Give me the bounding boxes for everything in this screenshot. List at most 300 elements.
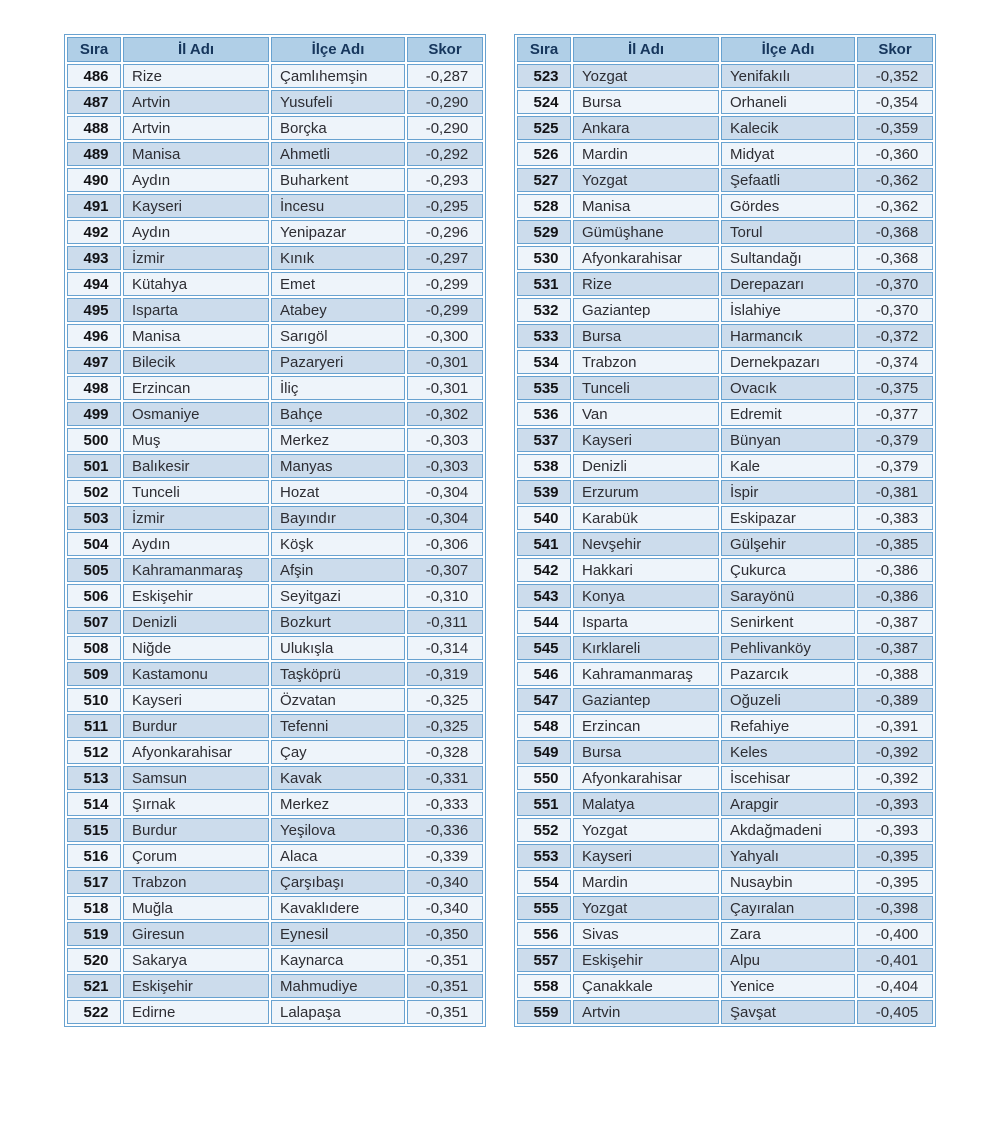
table-row	[67, 870, 483, 894]
table-row	[67, 194, 483, 218]
table-row	[517, 298, 933, 322]
score-cell: -0,310	[407, 584, 483, 608]
score-cell: -0,395	[857, 870, 933, 894]
province-cell: Kahramanmaraş	[573, 662, 719, 686]
rank-cell: 554	[517, 870, 571, 894]
table-row	[517, 922, 933, 946]
table-row	[67, 90, 483, 114]
rank-cell: 509	[67, 662, 121, 686]
province-cell: Tunceli	[573, 376, 719, 400]
province-cell: Malatya	[573, 792, 719, 816]
district-cell: İscehisar	[721, 766, 855, 790]
table-row	[517, 636, 933, 660]
table-row	[517, 90, 933, 114]
rank-cell: 530	[517, 246, 571, 270]
district-cell: Sarıgöl	[271, 324, 405, 348]
table-row	[517, 194, 933, 218]
rank-cell: 535	[517, 376, 571, 400]
col-header-skor: Skor	[857, 37, 933, 62]
district-cell: Gülşehir	[721, 532, 855, 556]
district-cell: Nusaybin	[721, 870, 855, 894]
rank-cell: 541	[517, 532, 571, 556]
score-cell: -0,336	[407, 818, 483, 842]
province-cell: Afyonkarahisar	[573, 246, 719, 270]
district-cell: Sultandağı	[721, 246, 855, 270]
district-cell: Kavaklıdere	[271, 896, 405, 920]
rank-cell: 502	[67, 480, 121, 504]
ranking-table-left	[64, 34, 486, 1027]
rank-cell: 532	[517, 298, 571, 322]
province-cell: Burdur	[123, 818, 269, 842]
rank-cell: 501	[67, 454, 121, 478]
rank-cell: 491	[67, 194, 121, 218]
score-cell: -0,350	[407, 922, 483, 946]
score-cell: -0,352	[857, 64, 933, 88]
table-row	[517, 688, 933, 712]
table-row	[517, 844, 933, 868]
table-row	[67, 948, 483, 972]
district-cell: Refahiye	[721, 714, 855, 738]
rank-cell: 524	[517, 90, 571, 114]
district-cell: Kalecik	[721, 116, 855, 140]
rank-cell: 537	[517, 428, 571, 452]
province-cell: Kayseri	[123, 194, 269, 218]
table-row	[67, 818, 483, 842]
score-cell: -0,351	[407, 948, 483, 972]
table-row	[517, 116, 933, 140]
table-row	[67, 168, 483, 192]
col-header-il-adi: İl Adı	[573, 37, 719, 62]
rank-cell: 489	[67, 142, 121, 166]
rank-cell: 516	[67, 844, 121, 868]
province-cell: Rize	[573, 272, 719, 296]
rank-cell: 523	[517, 64, 571, 88]
score-cell: -0,301	[407, 350, 483, 374]
rank-cell: 505	[67, 558, 121, 582]
table-row	[67, 324, 483, 348]
score-cell: -0,314	[407, 636, 483, 660]
rank-cell: 488	[67, 116, 121, 140]
province-cell: Kayseri	[573, 844, 719, 868]
rank-cell: 546	[517, 662, 571, 686]
district-cell: Derepazarı	[721, 272, 855, 296]
table-row	[67, 714, 483, 738]
district-cell: Çamlıhemşin	[271, 64, 405, 88]
score-cell: -0,300	[407, 324, 483, 348]
province-cell: Karabük	[573, 506, 719, 530]
rank-cell: 492	[67, 220, 121, 244]
table-row	[517, 662, 933, 686]
table-row	[67, 454, 483, 478]
score-cell: -0,386	[857, 558, 933, 582]
province-cell: Yozgat	[573, 64, 719, 88]
rank-cell: 550	[517, 766, 571, 790]
province-cell: Ankara	[573, 116, 719, 140]
ranking-table-right	[514, 34, 936, 1027]
district-cell: Torul	[721, 220, 855, 244]
rank-cell: 528	[517, 194, 571, 218]
table-row	[67, 376, 483, 400]
rank-cell: 534	[517, 350, 571, 374]
province-cell: Isparta	[123, 298, 269, 322]
table-row	[517, 714, 933, 738]
score-cell: -0,328	[407, 740, 483, 764]
rank-cell: 521	[67, 974, 121, 998]
district-cell: Şefaatli	[721, 168, 855, 192]
score-cell: -0,331	[407, 766, 483, 790]
district-cell: Kavak	[271, 766, 405, 790]
province-cell: Gaziantep	[573, 298, 719, 322]
table-row	[517, 64, 933, 88]
rank-cell: 504	[67, 532, 121, 556]
district-cell: Keles	[721, 740, 855, 764]
district-cell: Kaynarca	[271, 948, 405, 972]
province-cell: Manisa	[123, 324, 269, 348]
province-cell: Eskişehir	[123, 584, 269, 608]
province-cell: Mardin	[573, 142, 719, 166]
table-row	[517, 584, 933, 608]
rank-cell: 544	[517, 610, 571, 634]
rank-cell: 558	[517, 974, 571, 998]
province-cell: Muğla	[123, 896, 269, 920]
score-cell: -0,392	[857, 740, 933, 764]
table-row	[517, 402, 933, 426]
province-cell: Kütahya	[123, 272, 269, 296]
score-cell: -0,319	[407, 662, 483, 686]
col-header-skor: Skor	[407, 37, 483, 62]
score-cell: -0,387	[857, 610, 933, 634]
rank-cell: 514	[67, 792, 121, 816]
rank-cell: 511	[67, 714, 121, 738]
province-cell: Manisa	[123, 142, 269, 166]
score-cell: -0,295	[407, 194, 483, 218]
score-cell: -0,387	[857, 636, 933, 660]
district-cell: Kale	[721, 454, 855, 478]
province-cell: Afyonkarahisar	[573, 766, 719, 790]
score-cell: -0,325	[407, 714, 483, 738]
district-cell: Yenice	[721, 974, 855, 998]
rank-cell: 529	[517, 220, 571, 244]
rank-cell: 536	[517, 402, 571, 426]
district-cell: Yenifakılı	[721, 64, 855, 88]
rank-cell: 548	[517, 714, 571, 738]
rank-cell: 557	[517, 948, 571, 972]
district-cell: Eskipazar	[721, 506, 855, 530]
district-cell: Mahmudiye	[271, 974, 405, 998]
province-cell: Konya	[573, 584, 719, 608]
district-cell: Alpu	[721, 948, 855, 972]
province-cell: Bursa	[573, 90, 719, 114]
district-cell: Yeşilova	[271, 818, 405, 842]
district-cell: Seyitgazi	[271, 584, 405, 608]
rank-cell: 538	[517, 454, 571, 478]
col-header-ilce-adi: İlçe Adı	[271, 37, 405, 62]
table-header-row	[517, 37, 933, 62]
score-cell: -0,368	[857, 220, 933, 244]
table-row	[67, 662, 483, 686]
province-cell: Aydın	[123, 168, 269, 192]
province-cell: Osmaniye	[123, 402, 269, 426]
table-row	[67, 272, 483, 296]
col-header-il-adi: İl Adı	[123, 37, 269, 62]
province-cell: Yozgat	[573, 896, 719, 920]
score-cell: -0,379	[857, 454, 933, 478]
district-cell: İslahiye	[721, 298, 855, 322]
table-row	[517, 376, 933, 400]
province-cell: Erzincan	[573, 714, 719, 738]
table-row	[67, 610, 483, 634]
province-cell: Muş	[123, 428, 269, 452]
province-cell: Niğde	[123, 636, 269, 660]
score-cell: -0,311	[407, 610, 483, 634]
table-row	[517, 480, 933, 504]
rank-cell: 522	[67, 1000, 121, 1024]
district-cell: Çukurca	[721, 558, 855, 582]
col-header-ilce-adi: İlçe Adı	[721, 37, 855, 62]
rank-cell: 495	[67, 298, 121, 322]
district-cell: Edremit	[721, 402, 855, 426]
score-cell: -0,393	[857, 818, 933, 842]
table-row	[67, 558, 483, 582]
rank-cell: 556	[517, 922, 571, 946]
table-row	[517, 220, 933, 244]
table-row	[67, 740, 483, 764]
province-cell: Afyonkarahisar	[123, 740, 269, 764]
district-cell: Bayındır	[271, 506, 405, 530]
province-cell: Sivas	[573, 922, 719, 946]
col-header-sira: Sıra	[517, 37, 571, 62]
rank-cell: 490	[67, 168, 121, 192]
rank-cell: 515	[67, 818, 121, 842]
score-cell: -0,362	[857, 194, 933, 218]
province-cell: Giresun	[123, 922, 269, 946]
score-cell: -0,379	[857, 428, 933, 452]
district-cell: Eynesil	[271, 922, 405, 946]
district-cell: Afşin	[271, 558, 405, 582]
score-cell: -0,299	[407, 298, 483, 322]
table-row	[67, 428, 483, 452]
table-row	[517, 246, 933, 270]
table-row	[67, 220, 483, 244]
score-cell: -0,385	[857, 532, 933, 556]
rank-cell: 542	[517, 558, 571, 582]
score-cell: -0,304	[407, 480, 483, 504]
table-row	[67, 480, 483, 504]
district-cell: Zara	[721, 922, 855, 946]
province-cell: Bursa	[573, 324, 719, 348]
rank-cell: 553	[517, 844, 571, 868]
rank-cell: 506	[67, 584, 121, 608]
district-cell: Lalapaşa	[271, 1000, 405, 1024]
table-row	[517, 948, 933, 972]
table-row	[517, 168, 933, 192]
district-cell: Çay	[271, 740, 405, 764]
rank-cell: 520	[67, 948, 121, 972]
district-cell: Atabey	[271, 298, 405, 322]
score-cell: -0,290	[407, 116, 483, 140]
district-cell: Bahçe	[271, 402, 405, 426]
table-row	[67, 974, 483, 998]
province-cell: Kahramanmaraş	[123, 558, 269, 582]
score-cell: -0,370	[857, 272, 933, 296]
col-header-sira: Sıra	[67, 37, 121, 62]
rank-cell: 487	[67, 90, 121, 114]
score-cell: -0,401	[857, 948, 933, 972]
province-cell: Artvin	[123, 90, 269, 114]
rank-cell: 507	[67, 610, 121, 634]
rank-cell: 499	[67, 402, 121, 426]
table-row	[67, 688, 483, 712]
rank-cell: 527	[517, 168, 571, 192]
rank-cell: 539	[517, 480, 571, 504]
score-cell: -0,307	[407, 558, 483, 582]
province-cell: Edirne	[123, 1000, 269, 1024]
district-cell: Merkez	[271, 792, 405, 816]
province-cell: Aydın	[123, 220, 269, 244]
score-cell: -0,383	[857, 506, 933, 530]
table-row	[517, 272, 933, 296]
table-row	[67, 246, 483, 270]
table-row	[67, 532, 483, 556]
province-cell: Gaziantep	[573, 688, 719, 712]
score-cell: -0,301	[407, 376, 483, 400]
district-cell: Çayıralan	[721, 896, 855, 920]
table-row	[67, 896, 483, 920]
table-row	[517, 142, 933, 166]
district-cell: Ovacık	[721, 376, 855, 400]
rank-cell: 525	[517, 116, 571, 140]
province-cell: Kayseri	[573, 428, 719, 452]
table-row	[517, 1000, 933, 1024]
score-cell: -0,340	[407, 896, 483, 920]
district-cell: Buharkent	[271, 168, 405, 192]
rank-cell: 559	[517, 1000, 571, 1024]
district-cell: Arapgir	[721, 792, 855, 816]
score-cell: -0,377	[857, 402, 933, 426]
district-cell: Merkez	[271, 428, 405, 452]
score-cell: -0,325	[407, 688, 483, 712]
district-cell: Manyas	[271, 454, 405, 478]
score-cell: -0,303	[407, 454, 483, 478]
district-cell: Senirkent	[721, 610, 855, 634]
table-row	[517, 506, 933, 530]
table-row	[517, 766, 933, 790]
rank-cell: 518	[67, 896, 121, 920]
province-cell: Manisa	[573, 194, 719, 218]
district-cell: Emet	[271, 272, 405, 296]
rank-cell: 540	[517, 506, 571, 530]
rank-cell: 519	[67, 922, 121, 946]
province-cell: İzmir	[123, 246, 269, 270]
score-cell: -0,304	[407, 506, 483, 530]
score-cell: -0,299	[407, 272, 483, 296]
rank-cell: 494	[67, 272, 121, 296]
district-cell: Midyat	[721, 142, 855, 166]
province-cell: Eskişehir	[123, 974, 269, 998]
rank-cell: 496	[67, 324, 121, 348]
province-cell: Erzurum	[573, 480, 719, 504]
province-cell: Tunceli	[123, 480, 269, 504]
score-cell: -0,351	[407, 974, 483, 998]
district-cell: İncesu	[271, 194, 405, 218]
table-row	[517, 428, 933, 452]
table-row	[67, 350, 483, 374]
district-cell: Ahmetli	[271, 142, 405, 166]
rank-cell: 497	[67, 350, 121, 374]
table-row	[67, 506, 483, 530]
score-cell: -0,362	[857, 168, 933, 192]
score-cell: -0,290	[407, 90, 483, 114]
province-cell: Kayseri	[123, 688, 269, 712]
province-cell: Erzincan	[123, 376, 269, 400]
rank-cell: 510	[67, 688, 121, 712]
district-cell: Alaca	[271, 844, 405, 868]
score-cell: -0,333	[407, 792, 483, 816]
province-cell: Isparta	[573, 610, 719, 634]
district-cell: Köşk	[271, 532, 405, 556]
table-row	[517, 740, 933, 764]
table-row	[517, 818, 933, 842]
score-cell: -0,386	[857, 584, 933, 608]
score-cell: -0,381	[857, 480, 933, 504]
rank-cell: 551	[517, 792, 571, 816]
province-cell: Mardin	[573, 870, 719, 894]
table-row	[67, 64, 483, 88]
province-cell: Aydın	[123, 532, 269, 556]
district-cell: Dernekpazarı	[721, 350, 855, 374]
score-cell: -0,297	[407, 246, 483, 270]
province-cell: Trabzon	[123, 870, 269, 894]
province-cell: Eskişehir	[573, 948, 719, 972]
table-row	[67, 844, 483, 868]
score-cell: -0,287	[407, 64, 483, 88]
district-cell: Taşköprü	[271, 662, 405, 686]
score-cell: -0,400	[857, 922, 933, 946]
district-cell: Yenipazar	[271, 220, 405, 244]
rank-cell: 549	[517, 740, 571, 764]
score-cell: -0,388	[857, 662, 933, 686]
rank-cell: 493	[67, 246, 121, 270]
province-cell: Nevşehir	[573, 532, 719, 556]
district-cell: Akdağmadeni	[721, 818, 855, 842]
district-cell: Pehlivanköy	[721, 636, 855, 660]
province-cell: Kırklareli	[573, 636, 719, 660]
province-cell: Gümüşhane	[573, 220, 719, 244]
score-cell: -0,303	[407, 428, 483, 452]
province-cell: Artvin	[573, 1000, 719, 1024]
score-cell: -0,292	[407, 142, 483, 166]
score-cell: -0,404	[857, 974, 933, 998]
rank-cell: 508	[67, 636, 121, 660]
rank-cell: 486	[67, 64, 121, 88]
district-cell: Gördes	[721, 194, 855, 218]
rank-cell: 531	[517, 272, 571, 296]
rank-cell: 503	[67, 506, 121, 530]
table-row	[67, 116, 483, 140]
province-cell: Rize	[123, 64, 269, 88]
district-cell: Tefenni	[271, 714, 405, 738]
district-cell: Şavşat	[721, 1000, 855, 1024]
district-cell: Ulukışla	[271, 636, 405, 660]
rank-cell: 545	[517, 636, 571, 660]
table-row	[67, 922, 483, 946]
score-cell: -0,374	[857, 350, 933, 374]
province-cell: Kastamonu	[123, 662, 269, 686]
score-cell: -0,391	[857, 714, 933, 738]
table-row	[517, 974, 933, 998]
district-cell: Yahyalı	[721, 844, 855, 868]
district-cell: Borçka	[271, 116, 405, 140]
